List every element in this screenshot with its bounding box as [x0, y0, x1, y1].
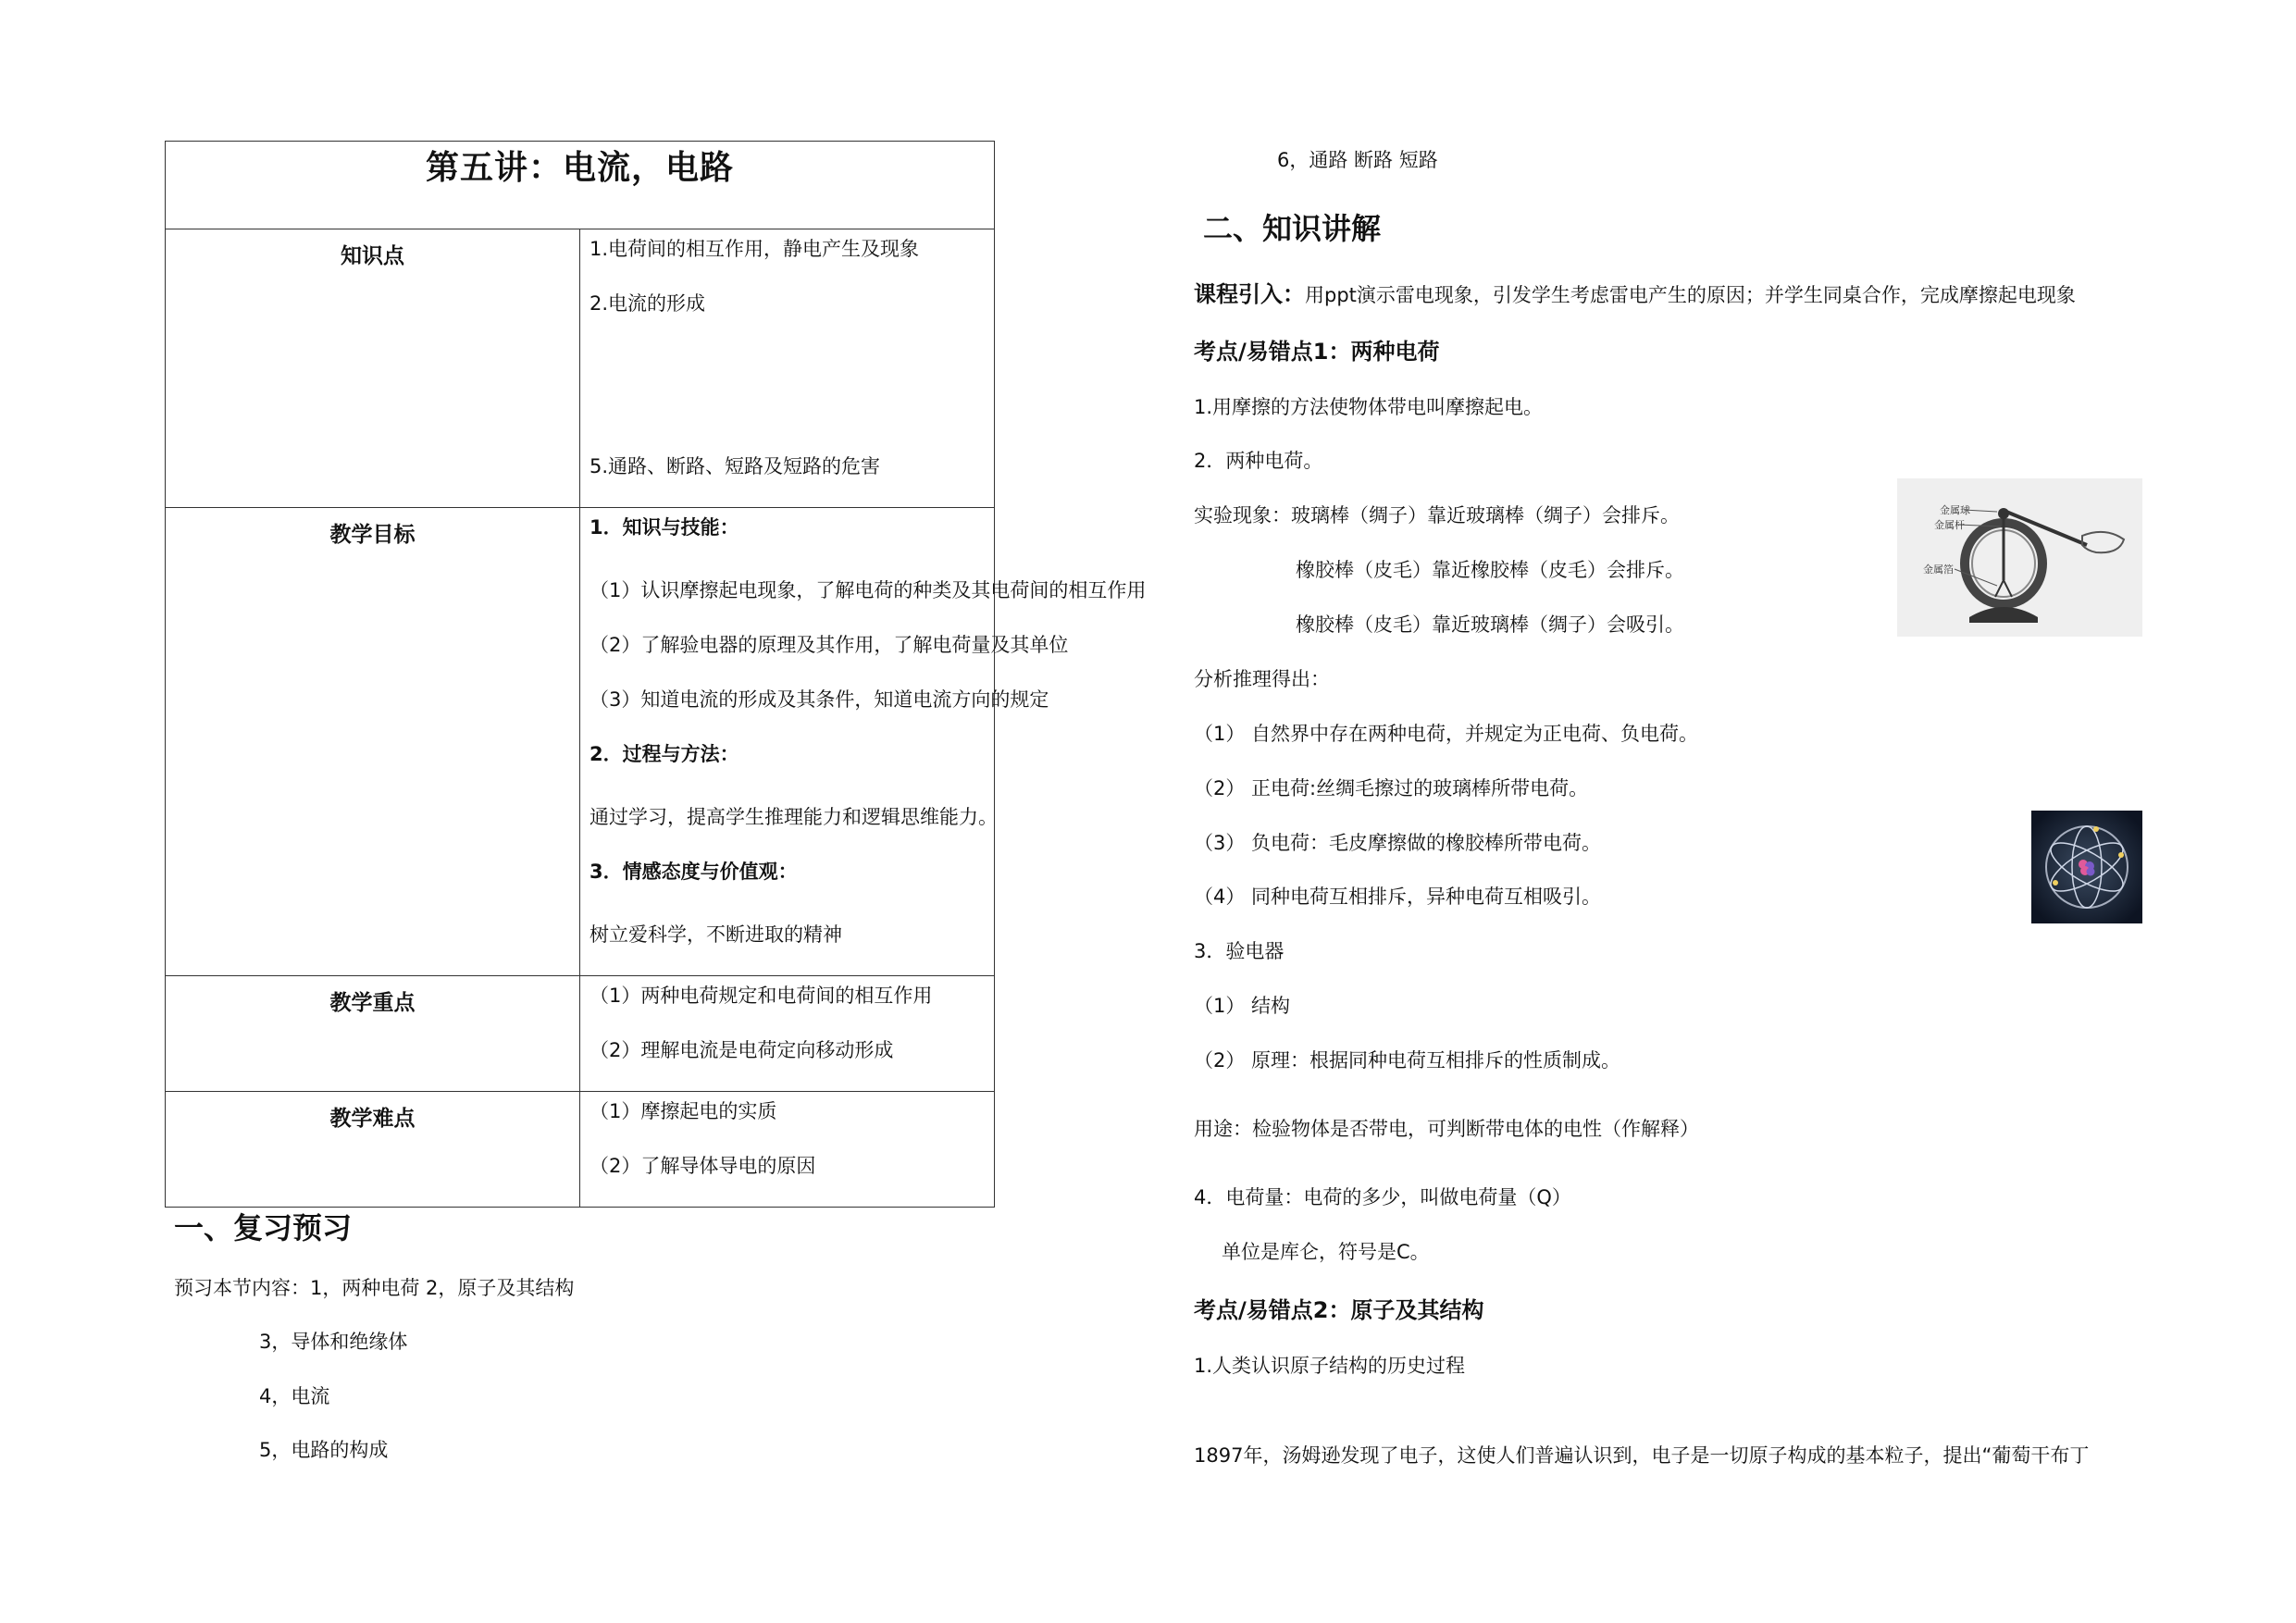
point2-heading: 考点/易错点2：原子及其结构 — [1194, 1297, 1484, 1323]
table-row-knowledge — [166, 229, 995, 508]
goal-line: （2）了解验电器的原理及其作用，了解电荷量及其单位 — [590, 634, 1069, 656]
lesson-plan-table — [165, 141, 1147, 1208]
goal-line: （1）认识摩擦起电现象，了解电荷的种类及其电荷间的相互作用 — [590, 579, 1147, 601]
electroscope-image — [1897, 478, 2142, 637]
text-line: 1.用摩擦的方法使物体带电叫摩擦起电。 — [1194, 396, 1544, 418]
goal-line: 2．过程与方法： — [590, 743, 739, 765]
text-line: 2．两种电荷。 — [1194, 450, 1323, 472]
label-goals: 教学目标 — [166, 508, 580, 976]
course-intro-label: 课程引入： — [1194, 281, 1305, 307]
experiment-line: 橡胶棒（皮毛）靠近玻璃棒（绸子）会吸引。 — [1296, 613, 1684, 636]
atom-drawing — [2031, 811, 2142, 923]
label-difficulties: 教学难点 — [166, 1092, 580, 1208]
goal-line: （3）知道电流的形成及其条件，知道电流方向的规定 — [590, 688, 1049, 711]
review-item: 3，导体和绝缘体 — [259, 1331, 408, 1353]
goal-line: 3．情感态度与价值观： — [590, 861, 798, 883]
goal-line: 通过学习，提高学生推理能力和逻辑思维能力。 — [590, 806, 998, 828]
electroscope-label: 金属杆 — [1934, 519, 1965, 531]
text-line: 1.人类认识原子结构的历史过程 — [1194, 1355, 1466, 1377]
explain-heading: 二、知识讲解 — [1203, 211, 1382, 246]
electroscope-label: 金属球 — [1940, 504, 1970, 516]
key-point-line: （2）理解电流是电荷定向移动形成 — [590, 1039, 894, 1061]
text-line: 1897年，汤姆逊发现了电子，这使人们普遍认识到，电子是一切原子构成的基本粒子，提出“葡萄干布丁 — [1194, 1444, 2090, 1467]
structure-line: （1） 结构 — [1194, 995, 1291, 1017]
analysis-line: （2） 正电荷:丝绸毛擦过的玻璃棒所带电荷。 — [1194, 777, 1589, 799]
goal-line: 树立爱科学，不断进取的精神 — [590, 923, 842, 946]
text-line: 用途：检验物体是否带电，可判断带电体的电性（作解释） — [1194, 1118, 1699, 1140]
difficulty-line: （2）了解导体导电的原因 — [590, 1155, 816, 1177]
experiment-line: 实验现象：玻璃棒（绸子）靠近玻璃棒（绸子）会排斥。 — [1194, 504, 1680, 527]
review-heading: 一、复习预习 — [174, 1210, 353, 1245]
table-row-goals — [166, 508, 995, 976]
lesson-title: 第五讲：电流，电路 — [425, 149, 734, 187]
knowledge-item: 5.通路、断路、短路及短路的危害 — [590, 455, 881, 477]
knowledge-item: 2.电流的形成 — [590, 292, 706, 315]
text-line: 3．验电器 — [1194, 940, 1285, 962]
label-knowledge: 知识点 — [166, 229, 580, 508]
course-intro — [1194, 276, 2076, 308]
review-item-6: 6，通路 断路 短路 — [1277, 149, 1438, 171]
review-item: 5，电路的构成 — [259, 1439, 389, 1461]
text-line: 分析推理得出： — [1194, 668, 1330, 690]
course-intro-text: 用ppt演示雷电现象，引发学生考虑雷电产生的原因；并学生同桌合作，完成摩擦起电现象 — [1305, 284, 2076, 306]
review-item: 4，电流 — [259, 1385, 330, 1407]
knowledge-item: 1.电荷间的相互作用，静电产生及现象 — [590, 238, 920, 260]
text-line: 单位是库仑，符号是C。 — [1222, 1241, 1430, 1263]
review-intro: 预习本节内容：1，两种电荷 2，原子及其结构 — [174, 1277, 575, 1299]
text-line: 4．电荷量：电荷的多少，叫做电荷量（Q） — [1194, 1186, 1571, 1208]
experiment-line: 橡胶棒（皮毛）靠近橡胶棒（皮毛）会排斥。 — [1296, 559, 1684, 581]
analysis-line: （3） 负电荷：毛皮摩擦做的橡胶棒所带电荷。 — [1194, 832, 1602, 854]
electroscope-label: 金属箔 — [1923, 564, 1954, 576]
analysis-line: （1） 自然界中存在两种电荷，并规定为正电荷、负电荷。 — [1194, 723, 1699, 745]
analysis-line: （4） 同种电荷互相排斥，异种电荷互相吸引。 — [1194, 886, 1602, 908]
atom-image — [2031, 811, 2142, 923]
goal-line: 1．知识与技能： — [590, 516, 739, 539]
electroscope-drawing — [1897, 478, 2142, 637]
difficulty-line: （1）摩擦起电的实质 — [590, 1100, 777, 1122]
label-key-points: 教学重点 — [166, 976, 580, 1092]
table-row-key-points — [166, 976, 995, 1092]
structure-line: （2） 原理：根据同种电荷互相排斥的性质制成。 — [1194, 1049, 1621, 1072]
table-row-difficulties — [166, 1092, 995, 1208]
key-point-line: （1）两种电荷规定和电荷间的相互作用 — [590, 985, 933, 1007]
table-title-cell — [166, 142, 995, 229]
point1-heading: 考点/易错点1：两种电荷 — [1194, 339, 1440, 365]
